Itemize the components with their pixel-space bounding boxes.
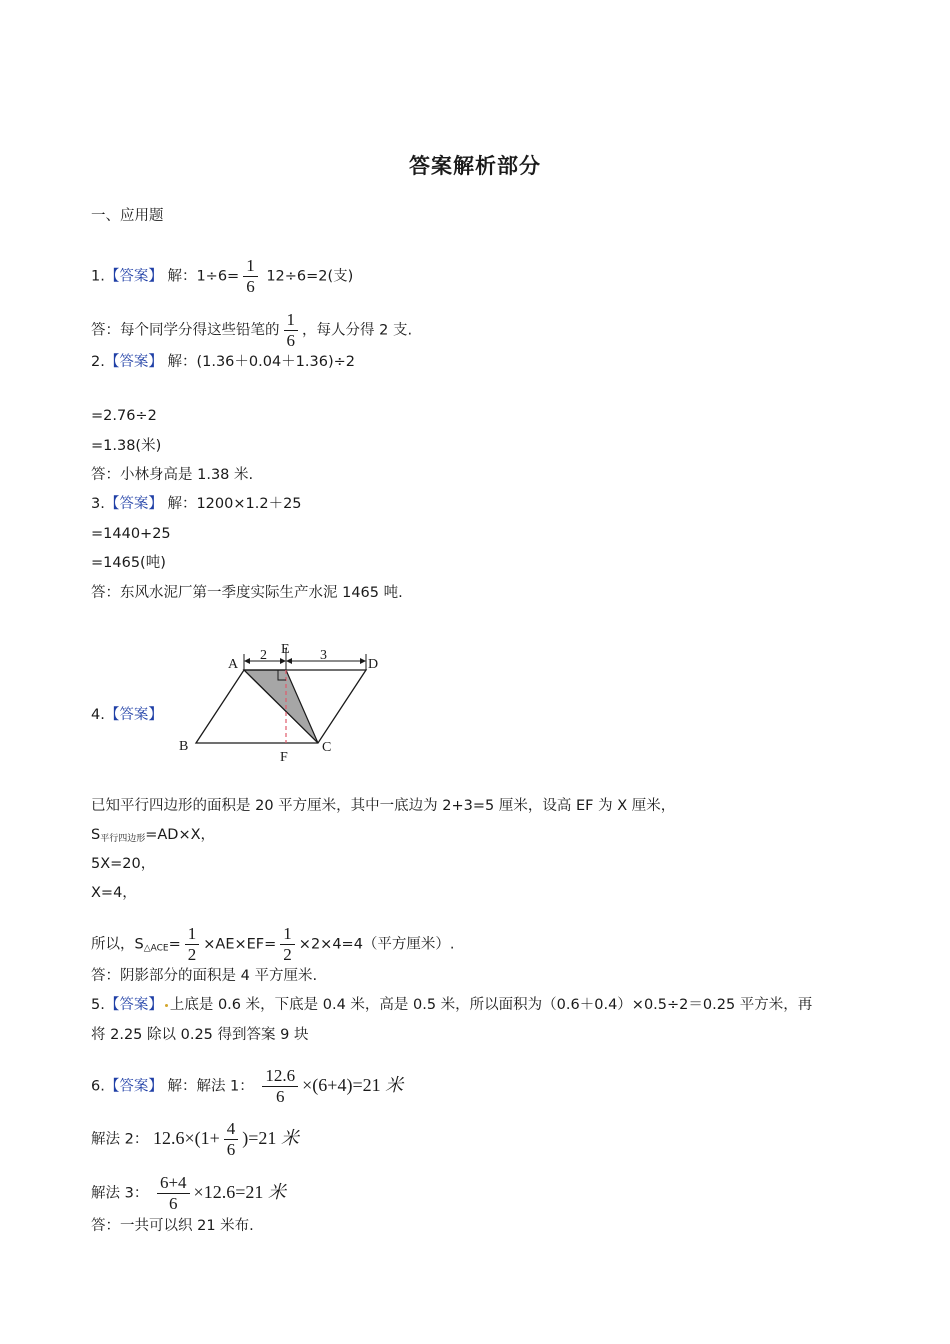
q6-method2: 解法 2： 12.6×(1+ $\frac{4}{6}$ )=21 米	[91, 1119, 299, 1159]
label-e: E	[281, 642, 290, 657]
q1-suffix: 12÷6=2(支)	[266, 268, 354, 285]
q1-prefix: 解：1÷6=	[167, 268, 240, 285]
label-c: C	[322, 740, 332, 755]
page-title: 答案解析部分	[409, 154, 541, 178]
answer-tag: 【答案】	[104, 496, 163, 512]
q4-fraction: $\frac{1}{2}$	[185, 924, 200, 965]
section-heading: 一、应用题	[91, 208, 164, 224]
label-d: D	[368, 657, 379, 672]
q1-fraction: $\frac{1}{6}$	[243, 256, 258, 297]
q4-line5: 所以，$S_{\triangle ACE}=$ $\frac{1}{2}$ ×AE×EF= $\frac{1}{2}$ ×2×4=4（平方厘米）.	[91, 924, 455, 964]
q4-line3: 5X=20，	[91, 856, 156, 872]
len-ed: 3	[320, 648, 327, 663]
q2-step2: =1.38(米)	[91, 438, 162, 454]
answer-tag: 【答案】	[104, 268, 163, 285]
q3-line: 3.【答案】 解：1200×1.2＋25	[91, 496, 302, 512]
q5-line1: 5.【答案】 上底是 0.6 米，下底是 0.4 米，高是 0.5 米，所以面积为（0.6＋0.4）×0.5÷2＝0.25 平方米，再	[91, 997, 813, 1013]
arrow-e-left	[280, 658, 286, 664]
q1-line	[91, 256, 353, 297]
q3-step2: =1465(吨)	[91, 555, 166, 571]
label-f: F	[280, 750, 288, 765]
q5-line2: 将 2.25 除以 0.25 得到答案 9 块	[91, 1027, 309, 1043]
answer-tag: 【答案】	[104, 997, 163, 1013]
label-a: A	[228, 657, 239, 672]
q3-step1: =1440+25	[91, 526, 171, 542]
q4-answer: 答：阴影部分的面积是 4 平方厘米.	[91, 968, 318, 984]
q4-line4: X=4，	[91, 885, 137, 901]
bullet-dot	[165, 1004, 168, 1007]
q4-line: 4.【答案】	[91, 707, 163, 723]
q2-step1: =2.76÷2	[91, 408, 157, 424]
q2-line: 2.【答案】 解：(1.36＋0.04＋1.36)÷2	[91, 354, 355, 370]
answer-tag: 【答案】	[104, 707, 163, 723]
len-ae: 2	[260, 648, 267, 663]
arrow-d	[360, 658, 366, 664]
q4-line2: $S_{平行四边形}=AD\times X$，	[91, 827, 216, 844]
q1-answer: 答：每个同学分得这些铅笔的 $\frac{1}{6}$ ，每人分得 2 支.	[91, 310, 413, 350]
parallelogram-figure	[176, 640, 396, 770]
arrow-a	[244, 658, 250, 664]
label-b: B	[179, 739, 189, 754]
q4-line1: 已知平行四边形的面积是 20 平方厘米，其中一底边为 2+3=5 厘米，设高 EF 为 X 厘米，	[91, 798, 676, 814]
q4-fraction-2: $\frac{1}{2}$	[280, 924, 295, 965]
q6-method1: $\frac{12.6}{6}$ ×(6+4)=21 米	[258, 1075, 403, 1095]
q6-answer: 答：一共可以织 21 米布.	[91, 1218, 254, 1234]
arrow-e-right	[286, 658, 292, 664]
q3-answer: 答：东风水泥厂第一季度实际生产水泥 1465 吨.	[91, 585, 403, 601]
q1-answer-fraction: $\frac{1}{6}$	[284, 310, 299, 351]
answer-tag: 【答案】	[104, 354, 163, 370]
q6-line: 6.【答案】 解：解法 1： $\frac{12.6}{6}$ ×(6+4)=21 米	[91, 1066, 404, 1106]
q6-method3: 解法 3： $\frac{6+4}{6}$ ×12.6=21 米	[91, 1173, 286, 1213]
q1-number: 1.	[91, 268, 105, 285]
q2-answer: 答：小林身高是 1.38 米.	[91, 467, 254, 483]
answer-tag: 【答案】	[104, 1078, 163, 1095]
